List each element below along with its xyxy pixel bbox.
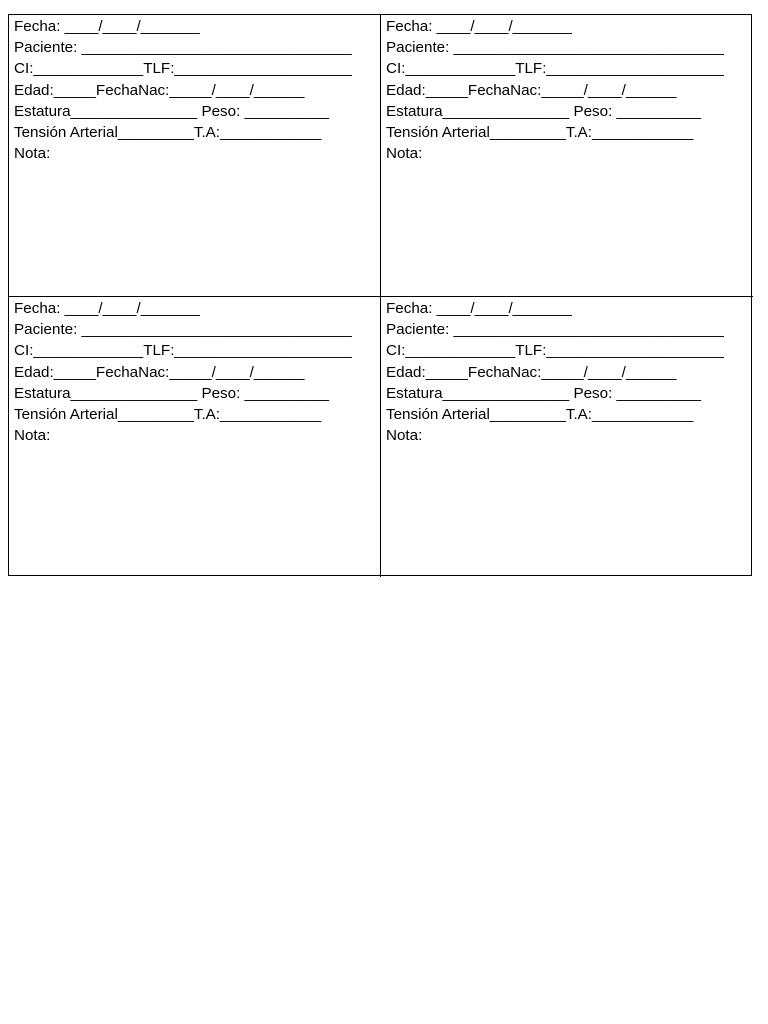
nota-line: Nota: xyxy=(386,427,423,445)
ci-tlf-line: CI:_____________TLF:_____________________ xyxy=(14,60,352,78)
tension-ta-line: Tensión Arterial_________T.A:____________ xyxy=(14,123,322,141)
tension-ta-line: Tensión Arterial_________T.A:____________ xyxy=(386,405,694,423)
edad-fechanac-line: Edad:_____FechaNac:_____/____/______ xyxy=(386,81,677,99)
estatura-peso-line: Estatura_______________ Peso: __________ xyxy=(14,102,329,120)
patient-card xyxy=(9,297,381,577)
tension-ta-line: Tensión Arterial_________T.A:____________ xyxy=(386,123,694,141)
paciente-line: Paciente: ________________________________ xyxy=(386,39,724,57)
estatura-peso-line: Estatura_______________ Peso: __________ xyxy=(14,384,329,402)
ci-tlf-line: CI:_____________TLF:_____________________ xyxy=(386,60,724,78)
patient-card xyxy=(381,15,753,297)
nota-line: Nota: xyxy=(14,145,51,163)
edad-fechanac-line: Edad:_____FechaNac:_____/____/______ xyxy=(386,363,677,381)
estatura-peso-line: Estatura_______________ Peso: __________ xyxy=(386,384,701,402)
estatura-peso-line: Estatura_______________ Peso: __________ xyxy=(386,102,701,120)
paciente-line: Paciente: ________________________________ xyxy=(14,321,352,339)
ci-tlf-line: CI:_____________TLF:_____________________ xyxy=(386,342,724,360)
fecha-line: Fecha: ____/____/_______ xyxy=(14,18,200,35)
patient-card xyxy=(381,297,753,577)
edad-fechanac-line: Edad:_____FechaNac:_____/____/______ xyxy=(14,363,305,381)
ci-tlf-line: CI:_____________TLF:_____________________ xyxy=(14,342,352,360)
nota-line: Nota: xyxy=(14,427,51,445)
patient-cards-table xyxy=(8,14,752,576)
patient-card xyxy=(9,15,381,297)
nota-line: Nota: xyxy=(386,145,423,163)
paciente-line: Paciente: ________________________________ xyxy=(386,321,724,339)
fecha-line: Fecha: ____/____/_______ xyxy=(386,18,572,35)
tension-ta-line: Tensión Arterial_________T.A:____________ xyxy=(14,405,322,423)
fecha-line: Fecha: ____/____/_______ xyxy=(386,300,572,317)
fecha-line: Fecha: ____/____/_______ xyxy=(14,300,200,317)
edad-fechanac-line: Edad:_____FechaNac:_____/____/______ xyxy=(14,81,305,99)
paciente-line: Paciente: ________________________________ xyxy=(14,39,352,57)
